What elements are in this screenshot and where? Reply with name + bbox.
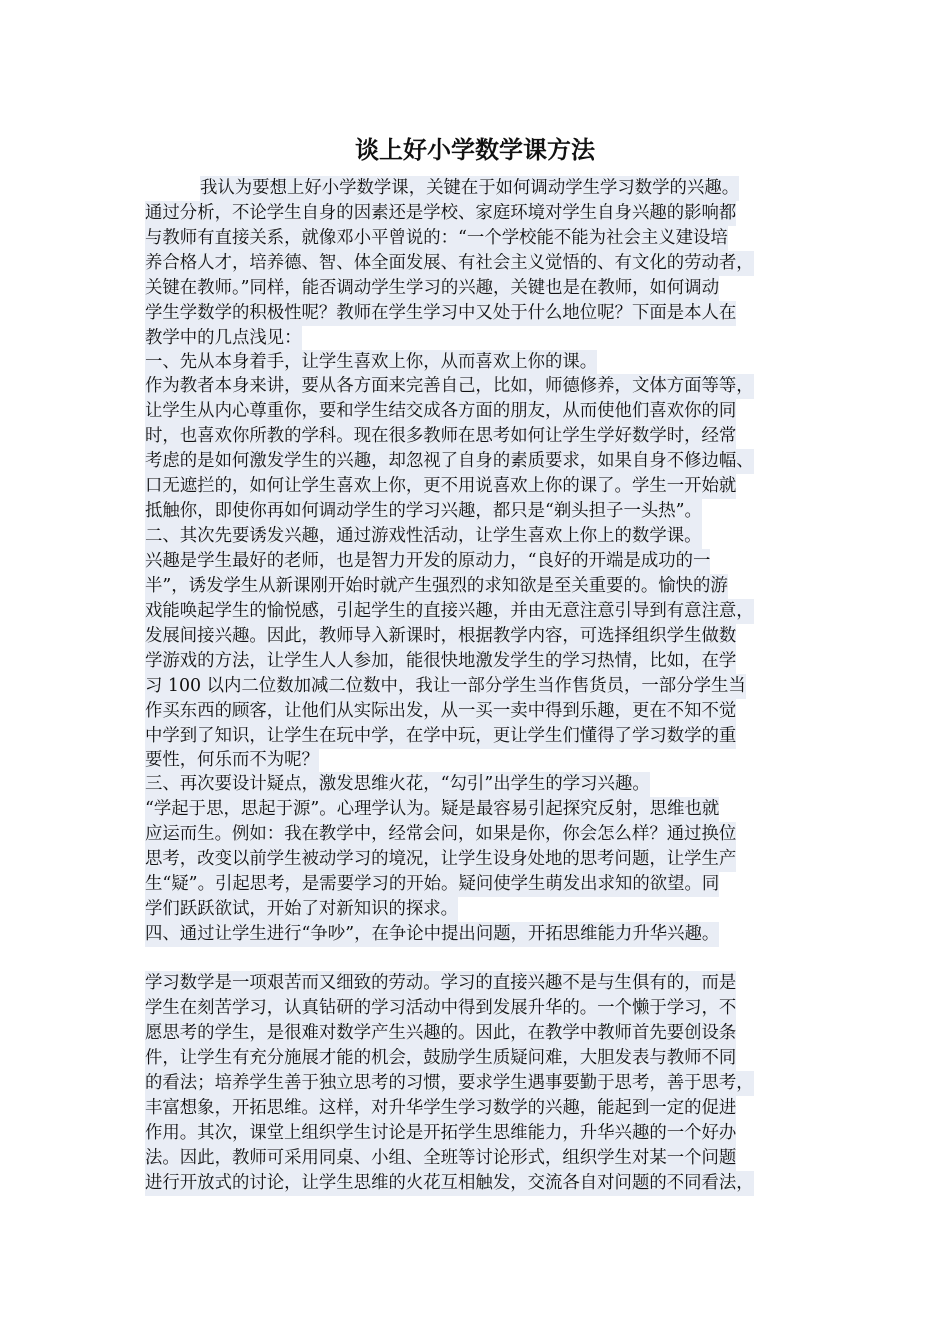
text-line: 我认为要想上好小学数学课，关键在于如何调动学生学习数学的兴趣。 — [200, 176, 739, 201]
text-line: 作买东西的顾客，让他们从实际出发，从一买一卖中得到乐趣，更在不知不觉 — [145, 699, 736, 724]
text-line: 兴趣是学生最好的老师，也是智力开发的原动力，“良好的开端是成功的一 — [145, 549, 710, 574]
text-line: 三、再次要设计疑点，激发思维火花，“勾引”出学生的学习兴趣。 — [145, 772, 650, 797]
text-line: 让学生从内心尊重你，要和学生结交成各方面的朋友，从而使他们喜欢你的同 — [145, 399, 736, 424]
text-line: 作为教者本身来讲，要从各方面来完善自己，比如，师德修养，文体方面等等， — [145, 374, 754, 399]
text-line: 戏能唤起学生的愉悦感，引起学生的直接兴趣，并由无意注意引导到有意注意， — [145, 599, 754, 624]
text-line: 口无遮拦的，如何让学生喜欢上你，更不用说喜欢上你的课了。学生一开始就 — [145, 474, 736, 499]
text-line: 二、其次先要诱发兴趣，通过游戏性活动，让学生喜欢上你上的数学课。 — [145, 524, 702, 549]
text-line: 发展间接兴趣。因此，教师导入新课时，根据教学内容，可选择组织学生做数 — [145, 624, 736, 649]
text-line: 作用。其次，课堂上组织学生讨论是开拓学生思维能力，升华兴趣的一个好办 — [145, 1121, 736, 1146]
text-line: 通过分析，不论学生自身的因素还是学校、家庭环境对学生自身兴趣的影响都 — [145, 201, 736, 226]
text-line: 丰富想象，开拓思维。这样，对升华学生学习数学的兴趣，能起到一定的促进 — [145, 1096, 736, 1121]
text-line: 四、通过让学生进行“争吵”，在争论中提出问题，开拓思维能力升华兴趣。 — [145, 922, 719, 947]
text-line: 与教师有直接关系，就像邓小平曾说的：“一个学校能不能为社会主义建设培 — [145, 226, 728, 251]
text-line: 生“疑”。引起思考，是需要学习的开始。疑问使学生萌发出求知的欲望。同 — [145, 872, 719, 897]
text-line: 要性，何乐而不为呢？ — [145, 748, 319, 773]
text-line: 学生学数学的积极性呢？教师在学生学习中又处于什么地位呢？下面是本人在 — [145, 301, 736, 326]
text-line: 半”，诱发学生从新课刚开始时就产生强烈的求知欲是至关重要的。愉快的游 — [145, 574, 728, 599]
text-line: 一、先从本身着手，让学生喜欢上你，从而喜欢上你的课。 — [145, 350, 597, 375]
text-line: 学们跃跃欲试，开始了对新知识的探求。 — [145, 897, 458, 922]
text-line: 习 100 以内二位数加减二位数中，我让一部分学生当作售货员，一部分学生当 — [145, 674, 746, 699]
text-line: 学游戏的方法，让学生人人参加，能很快地激发学生的学习热情，比如，在学 — [145, 649, 736, 674]
text-line: “学起于思，思起于源”。心理学认为。疑是最容易引起探究反射，思维也就 — [145, 797, 719, 822]
text-line: 学习数学是一项艰苦而又细致的劳动。学习的直接兴趣不是与生俱有的，而是 — [145, 971, 736, 996]
text-line: 法。因此，教师可采用同桌、小组、全班等讨论形式，组织学生对某一个问题 — [145, 1146, 736, 1171]
text-line: 抵触你，即使你再如何调动学生的学习兴趣，都只是“剃头担子一头热”。 — [145, 499, 702, 524]
text-line: 养合格人才，培养德、智、体全面发展、有社会主义觉悟的、有文化的劳动者， — [145, 251, 754, 276]
text-line: 进行开放式的讨论，让学生思维的火花互相触发，交流各自对问题的不同看法， — [145, 1171, 754, 1196]
text-line: 件，让学生有充分施展才能的机会，鼓励学生质疑问难，大胆发表与教师不同 — [145, 1046, 736, 1071]
text-line: 时，也喜欢你所教的学科。现在很多教师在思考如何让学生学好数学时，经常 — [145, 424, 736, 449]
text-line: 关键在教师。”同样，能否调动学生学习的兴趣，关键也是在教师，如何调动 — [145, 276, 719, 301]
text-line: 愿思考的学生，是很难对数学产生兴趣的。因此，在教学中教师首先要创设条 — [145, 1021, 736, 1046]
text-line: 学生在刻苦学习，认真钻研的学习活动中得到发展升华的。一个懒于学习，不 — [145, 996, 736, 1021]
text-line: 教学中的几点浅见： — [145, 326, 302, 351]
document-title: 谈上好小学数学课方法 — [355, 135, 595, 164]
text-line: 思考，改变以前学生被动学习的境况，让学生设身处地的思考问题，让学生产 — [145, 847, 736, 872]
text-line: 的看法；培养学生善于独立思考的习惯，要求学生遇事要勤于思考，善于思考， — [145, 1071, 754, 1096]
text-line: 考虑的是如何激发学生的兴趣，却忽视了自身的素质要求，如果自身不修边幅、 — [145, 449, 754, 474]
text-line: 应运而生。例如：我在教学中，经常会问，如果是你，你会怎么样？通过换位 — [145, 822, 736, 847]
text-line: 中学到了知识，让学生在玩中学，在学中玩，更让学生们懂得了学习数学的重 — [145, 724, 736, 749]
